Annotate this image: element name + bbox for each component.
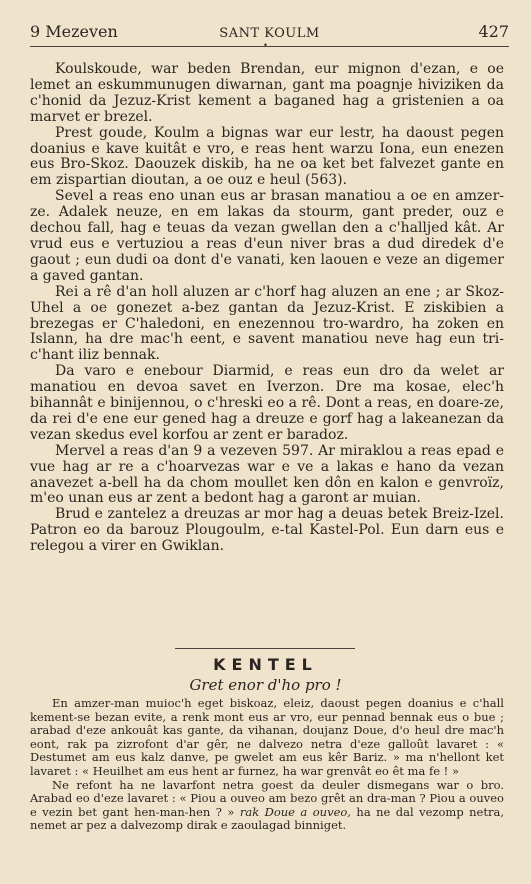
- lesson-emphasis: rak Doue a ouveo,: [239, 804, 351, 819]
- lesson-text: [30, 697, 504, 833]
- ornament-dot: •: [263, 41, 268, 50]
- paragraph: Mervel a reas d'an 9 a vezeven 597. Ar miraklou a reas epad e vue hag ar re a c'hoarvezas war e ve a lakas e hano da vezan anavezet a-bell ha da chom moullet ken dôn en kalon e genvroïz, m'eo unan eus ar zent a bedont hag a garont ar muian.: [30, 442, 504, 507]
- lesson-subtitle: Gret enor d'ho pro !: [189, 676, 342, 694]
- lesson-paragraph: En amzer-man muioc'h eget biskoaz, eleiz, daoust pegen doanius e c'hall kement-se bezan evite, a renk mont eus ar vro, eur pennad bennak eus o bue ; arabad d'eze ankouât kas gante, da vihanan, doujanz Doue, d'o heul dre mac'h eont, rak pa zizrofont d'ar gêr, ne dalvezo netra d'eze galloût lavaret : « Destumet am eus kalz danve, pe gwelet am eus kêr Bariz. » ma n'hellont ket lavaret : « Heuilhet am eus hent ar furnez, ha war grenvât eo êt ma fe ! »: [30, 696, 504, 778]
- paragraph: Sevel a reas eno unan eus ar brasan manatiou a oe en amzer-ze. Adalek neuze, en em lakas da stourm, gant preder, ouz e dechou fall, hag e teuas da vezan gwellan den a c'halljed kât. Ar vrud eus e vertuziou a reas d'eun niver bras a dud diredek d'e gaout ; eun dudi oa dont d'e vanati, ken laouen e veze an digemer a gaved gantan.: [30, 188, 504, 284]
- lesson-text-end: ha ne dal vezomp netra, nemet ar pez a dalvezomp dirak e zaoulagad binniget.: [30, 804, 504, 833]
- paragraph: Rei a rê d'an holl aluzen ar c'horf hag aluzen an ene ; ar Skoz-Uhel a oe gonezet a-bez gantan da Jezuz-Krist. E ziskibien a brezegas er C'haledoni, en enezennou tro-wardro, ha zoken en Islann, ha dre mac'h eent, e savent manatiou neve hag eun tri-c'hant iliz bennak.: [30, 283, 504, 364]
- lesson-paragraph: [30, 779, 504, 833]
- paragraph: Prest goude, Koulm a bignas war eur lestr, ha daoust pegen doanius e kave kuitât e vro, e reas hent warzu Iona, eun enezen eus Bro-Skoz. Daouzek diskib, ha ne oa ket bet falvezet gante en em zispartian dioutan, a oe ouz e heul (563).: [30, 124, 504, 189]
- section-divider: [175, 648, 355, 649]
- paragraph: Brud e zantelez a dreuzas ar mor hag a deuas betek Breiz-Izel. Patron eo da barouz Plougoulm, e-tal Kastel-Pol. Eun darn eus e relegou a virer en Gwiklan.: [30, 506, 504, 555]
- paragraph: Koulskoude, war beden Brendan, eur mignon d'ezan, e oe lemet an eskummunugen diwarnan, gant ma poagnje hiviziken da c'honid da Jezuz-Krist kement a baganed hag a gristenien a oa marvet er brezel.: [30, 61, 504, 125]
- lesson-heading: KENTEL: [213, 655, 318, 674]
- page-number: 427: [478, 22, 509, 41]
- lesson-text-start: Ne refont ha ne lavarfont netra goest da deuler dismegans war o bro. Arabad eo d'eze lavaret : « Piou a ouveo am bezo grêt an dra-man ? Piou a ouveo e vezin bet gant hen-man-hen ? »: [30, 777, 504, 819]
- running-header: [30, 22, 509, 44]
- paragraph: Da varo e enebour Diarmid, e reas eun dro da welet ar manatiou en devoa savet en Iverzon. Dre ma kosae, elec'h bihannât e binijennou, o c'hreski eo a rê. Dont a reas, en doare-ze, da rei d'e ene eur gened hag a dreuze e gorf hag a lakeanezan da vezan skedus evel korfou ar zent er baradoz.: [30, 363, 504, 443]
- header-date: 9 Mezeven: [30, 22, 118, 41]
- header-saint-name: SANT KOULM: [219, 26, 320, 41]
- main-text: [30, 62, 504, 555]
